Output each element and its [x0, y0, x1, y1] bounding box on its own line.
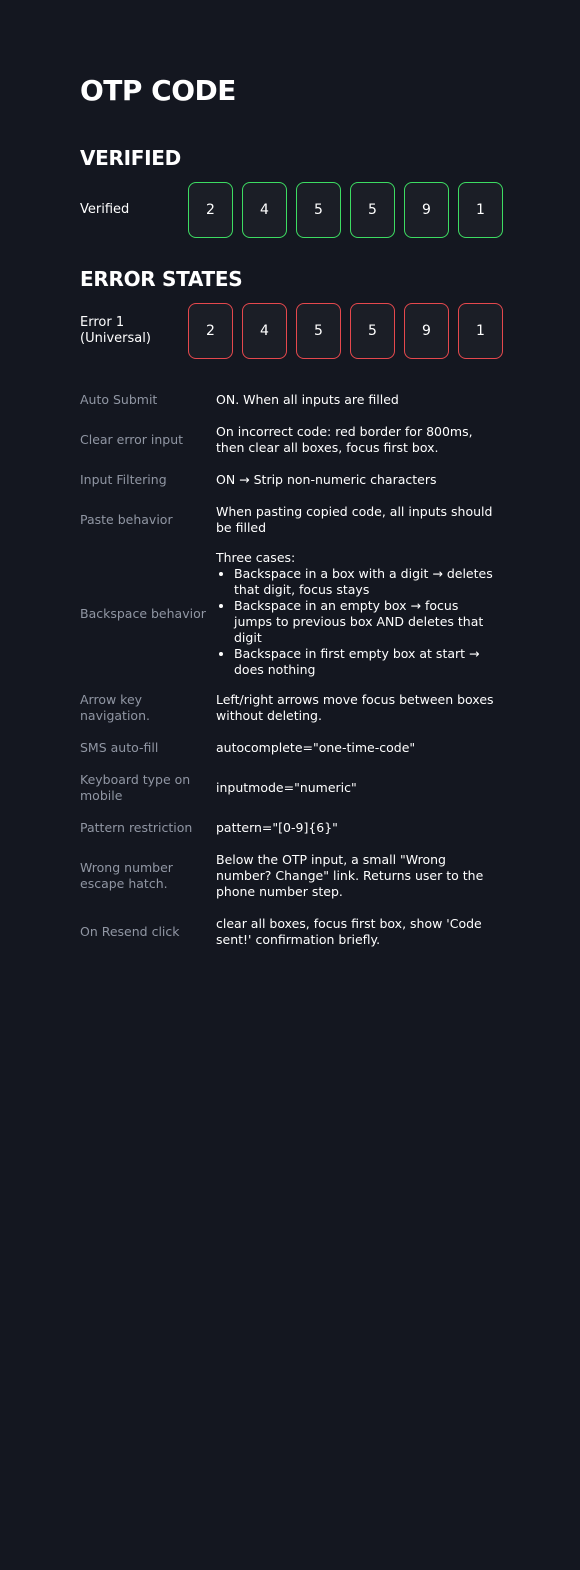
spec-key: Clear error input [80, 432, 184, 447]
spec-key: On Resend click [80, 924, 180, 939]
backspace-cases-list [216, 566, 500, 678]
page-title: OTP CODE [80, 74, 236, 107]
otp-digit-box[interactable]: 4 [242, 182, 287, 238]
otp-digit-box[interactable]: 1 [458, 303, 503, 359]
otp-digit-box[interactable]: 4 [242, 303, 287, 359]
verified-row-label: Verified [80, 202, 130, 217]
spec-key: Input Filtering [80, 472, 167, 487]
verified-otp-boxes [188, 182, 503, 238]
error-otp-row [80, 303, 500, 359]
backspace-intro: Three cases: [216, 550, 296, 565]
spec-row-arrow-keys [80, 684, 500, 732]
spec-row-sms-autofill [80, 732, 500, 764]
error-row-label: Error 1 (Universal) [80, 315, 151, 346]
error-states-section-title: ERROR STATES [80, 267, 243, 291]
spec-value: pattern="[0-9]{6}" [216, 820, 338, 835]
spec-value: On incorrect code: red border for 800ms, then clear all boxes, focus first box. [216, 424, 473, 455]
spec-value: clear all boxes, focus first box, show 'Code sent!' confirmation briefly. [216, 916, 482, 947]
otp-digit-box[interactable]: 5 [296, 182, 341, 238]
spec-key: Wrong number escape hatch. [80, 860, 173, 891]
spec-key: Pattern restriction [80, 820, 193, 835]
otp-digit-box[interactable]: 9 [404, 182, 449, 238]
spec-row-backspace-behavior [80, 544, 500, 684]
spec-key: Backspace behavior [80, 606, 206, 621]
spec-value: ON. When all inputs are filled [216, 392, 399, 407]
otp-digit-box[interactable]: 5 [350, 182, 395, 238]
verified-otp-row [80, 182, 500, 238]
spec-value: autocomplete="one-time-code" [216, 740, 416, 755]
spec-value: When pasting copied code, all inputs should be filled [216, 504, 493, 535]
spec-key: Arrow key navigation. [80, 692, 150, 723]
otp-digit-box[interactable]: 2 [188, 303, 233, 359]
otp-digit-box[interactable]: 2 [188, 182, 233, 238]
spec-key: Paste behavior [80, 512, 173, 527]
spec-row-resend [80, 908, 500, 956]
otp-digit-box[interactable]: 9 [404, 303, 449, 359]
spec-key: SMS auto-fill [80, 740, 159, 755]
spec-value: inputmode="numeric" [216, 780, 357, 795]
spec-key: Keyboard type on mobile [80, 772, 191, 803]
otp-digit-box[interactable]: 1 [458, 182, 503, 238]
spec-value [216, 550, 500, 678]
list-item: • Backspace in a box with a digit → deletes that digit, focus stays [234, 566, 500, 598]
spec-row-clear-error [80, 416, 500, 464]
spec-value: ON → Strip non-numeric characters [216, 472, 437, 487]
spec-row-input-filtering [80, 464, 500, 496]
spec-value: Below the OTP input, a small "Wrong number? Change" link. Returns user to the phone number step. [216, 852, 484, 899]
spec-row-keyboard-type [80, 764, 500, 812]
spec-row-pattern [80, 812, 500, 844]
spec-value: Left/right arrows move focus between boxes without deleting. [216, 692, 494, 723]
verified-section-title: VERIFIED [80, 146, 181, 170]
list-item: • Backspace in an empty box → focus jumps to previous box AND deletes that digit [234, 598, 500, 646]
list-item: • Backspace in first empty box at start → does nothing [234, 646, 500, 678]
behavior-spec-list [80, 384, 500, 956]
otp-digit-box[interactable]: 5 [350, 303, 395, 359]
spec-row-wrong-number [80, 844, 500, 908]
spec-row-paste-behavior [80, 496, 500, 544]
error-otp-boxes [188, 303, 503, 359]
spec-key: Auto Submit [80, 392, 158, 407]
spec-row-auto-submit [80, 384, 500, 416]
otp-digit-box[interactable]: 5 [296, 303, 341, 359]
